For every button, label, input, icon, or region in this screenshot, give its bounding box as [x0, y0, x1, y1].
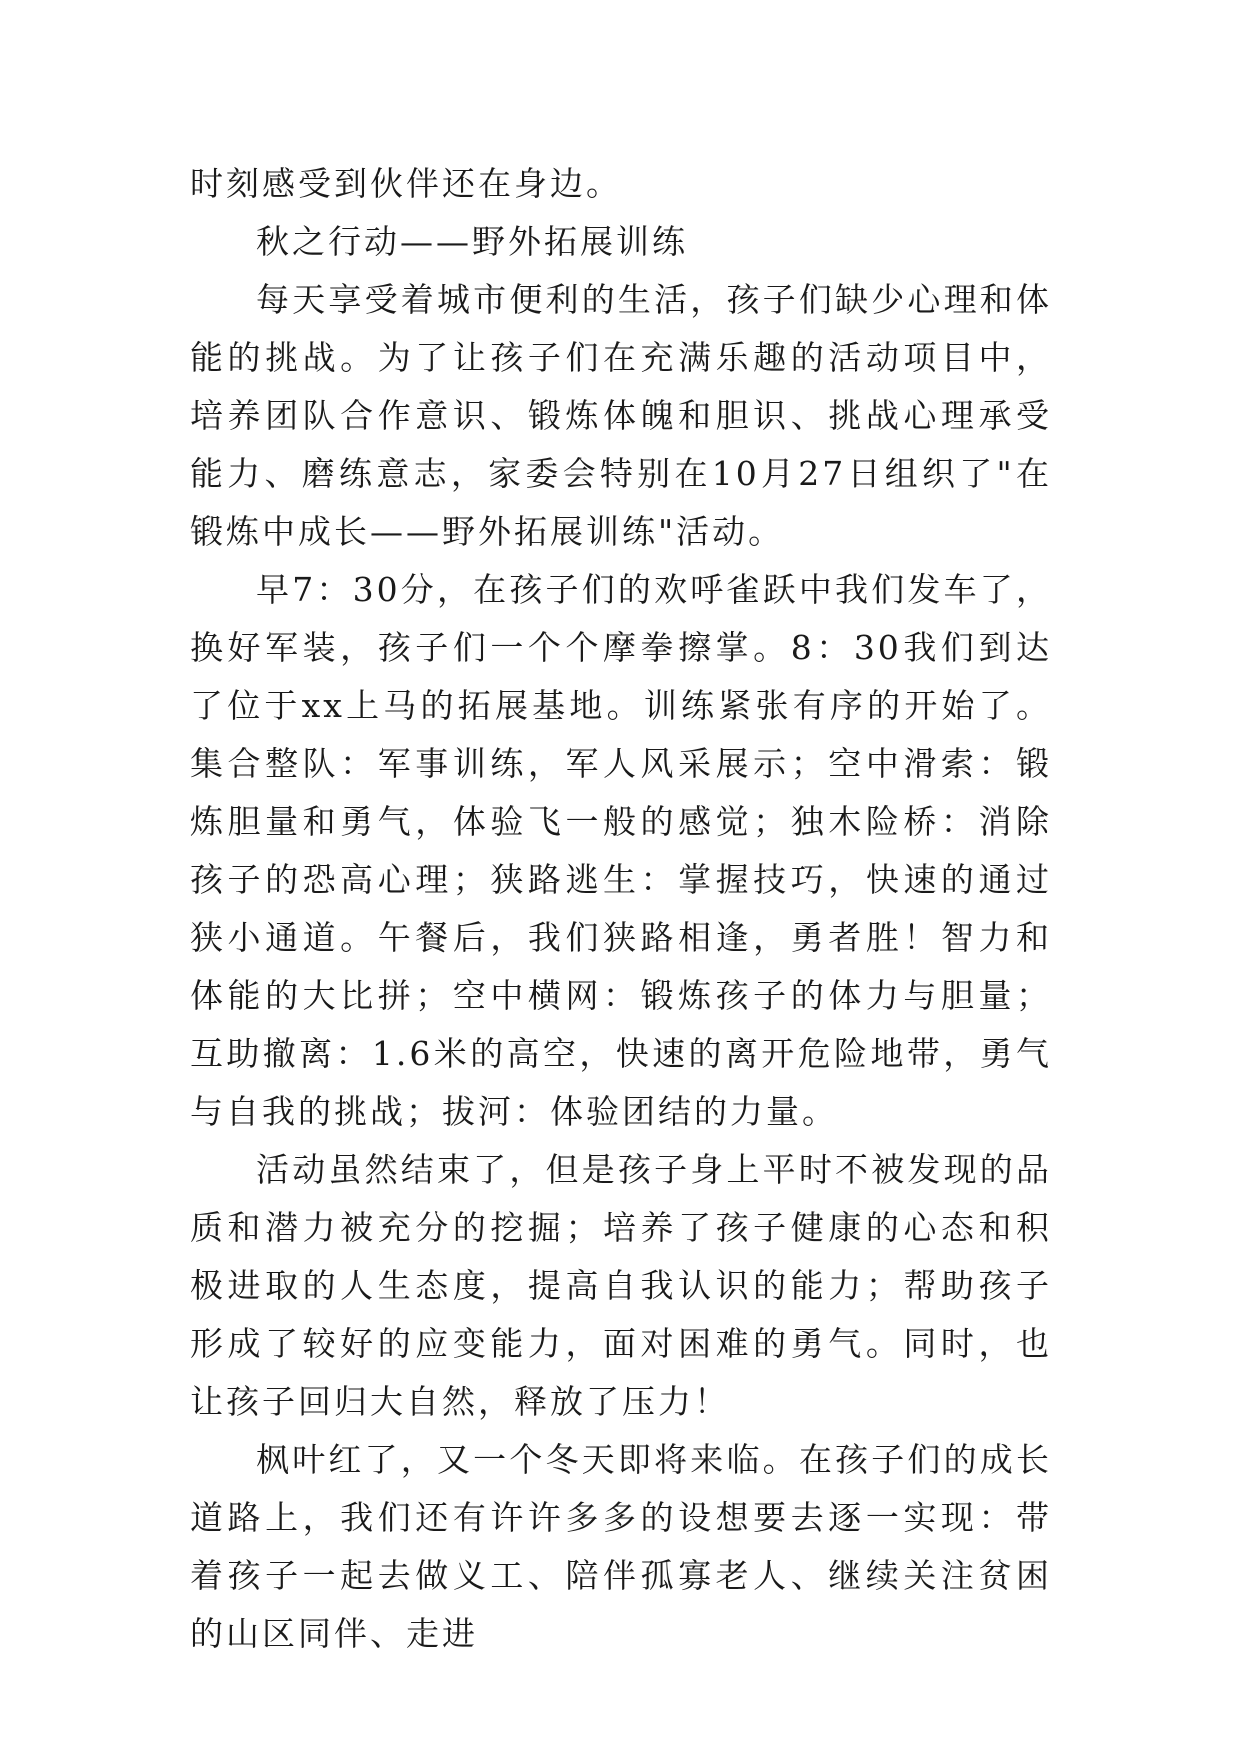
document-body	[190, 155, 1052, 1663]
paragraph: 早7：30分，在孩子们的欢呼雀跃中我们发车了，换好军装，孩子们一个个摩拳擦掌。8：30我们到达了位于xx上马的拓展基地。训练紧张有序的开始了。集合整队：军事训练，军人风采展示；空中滑索：锻炼胆量和勇气，体验飞一般的感觉；独木险桥：消除孩子的恐高心理；狭路逃生：掌握技巧，快速的通过狭小通道。午餐后，我们狭路相逢，勇者胜！智力和体能的大比拼；空中横网：锻炼孩子的体力与胆量；互助撤离：1.6米的高空，快速的离开危险地带，勇气与自我的挑战；拔河：体验团结的力量。	[190, 570, 1052, 1131]
paragraph: 每天享受着城市便利的生活，孩子们缺少心理和体能的挑战。为了让孩子们在充满乐趣的活动项目中，培养团队合作意识、锻炼体魄和胆识、挑战心理承受能力、磨练意志，家委会特别在10月27日组织了"在锻炼中成长——野外拓展训练"活动。	[190, 280, 1052, 551]
paragraph: 活动虽然结束了，但是孩子身上平时不被发现的品质和潜力被充分的挖掘；培养了孩子健康的心态和积极进取的人生态度，提高自我认识的能力；帮助孩子形成了较好的应变能力，面对困难的勇气。同时，也让孩子回归大自然，释放了压力！	[190, 1150, 1052, 1421]
section-heading: 秋之行动——野外拓展训练	[256, 222, 688, 261]
paragraph: 时刻感受到伙伴还在身边。	[190, 164, 622, 203]
paragraph: 枫叶红了，又一个冬天即将来临。在孩子们的成长道路上，我们还有许许多多的设想要去逐一实现：带着孩子一起去做义工、陪伴孤寡老人、继续关注贫困的山区同伴、走进	[190, 1440, 1052, 1653]
